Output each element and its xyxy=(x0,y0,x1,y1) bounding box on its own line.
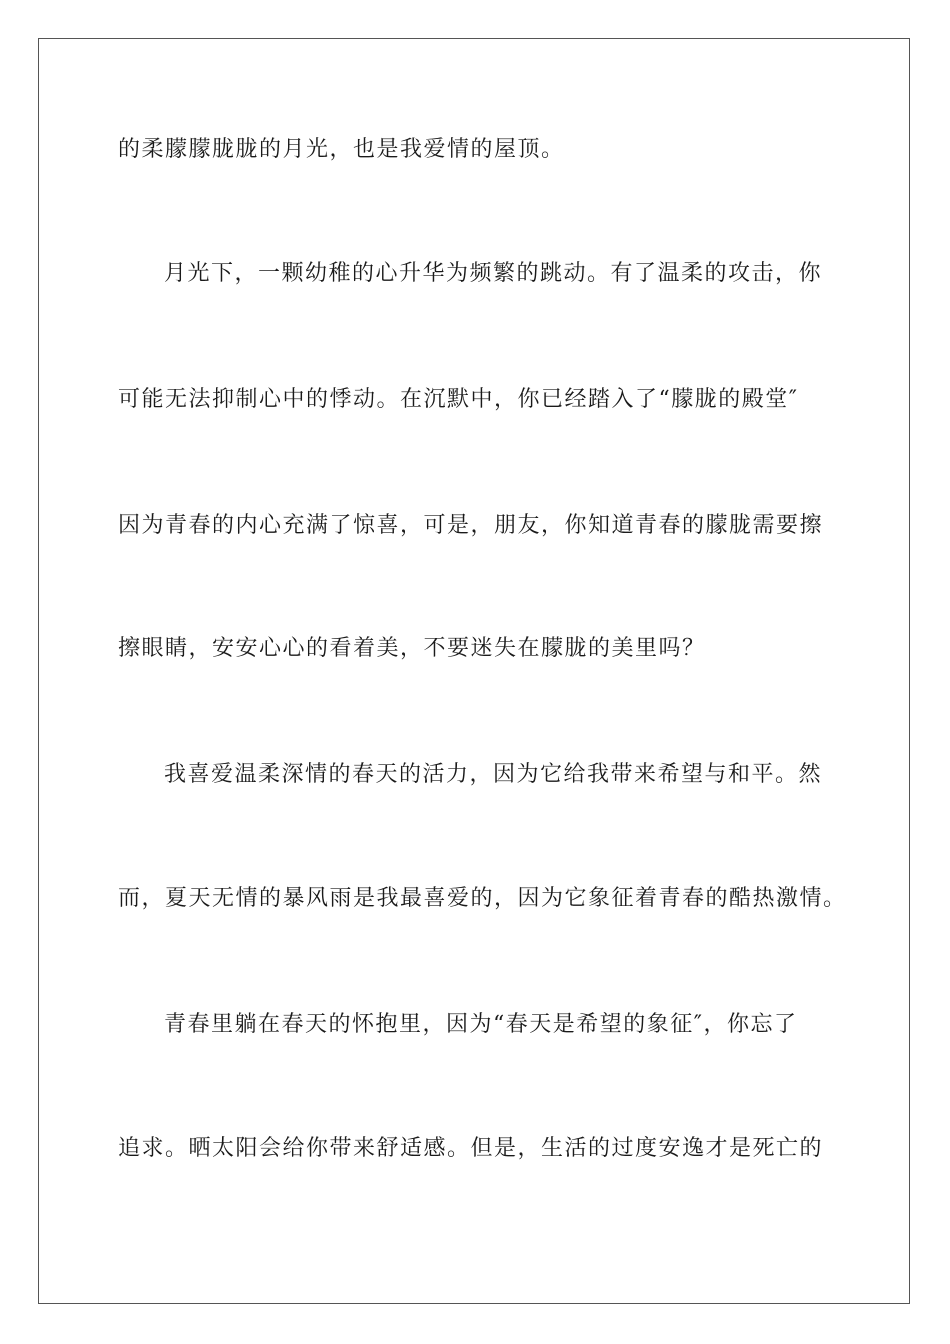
page-border xyxy=(38,38,910,1304)
text-line: 擦眼睛，安安心心的看着美，不要迷失在朦胧的美里吗？ xyxy=(118,636,706,661)
paragraph-start-line: 我喜爱温柔深情的春天的活力，因为它给我带来希望与和平。然 xyxy=(164,762,823,787)
text-line: 追求。晒太阳会给你带来舒适感。但是，生活的过度安逸才是死亡的 xyxy=(118,1136,824,1161)
text-line: 而，夏天无情的暴风雨是我最喜爱的，因为它象征着青春的酷热激情。 xyxy=(118,886,847,911)
text-line: 因为青春的内心充满了惊喜，可是，朋友，你知道青春的朦胧需要擦 xyxy=(118,513,824,538)
paragraph-start-line: 月光下，一颗幼稚的心升华为频繁的跳动。有了温柔的攻击，你 xyxy=(164,261,823,286)
paragraph-start-line: 青春里躺在春天的怀抱里，因为“春天是希望的象征″，你忘了 xyxy=(164,1012,798,1037)
text-line: 的柔朦朦胧胧的月光，也是我爱情的屋顶。 xyxy=(118,137,565,162)
text-line: 可能无法抑制心中的悸动。在沉默中，你已经踏入了“朦胧的殿堂″ xyxy=(118,387,799,412)
